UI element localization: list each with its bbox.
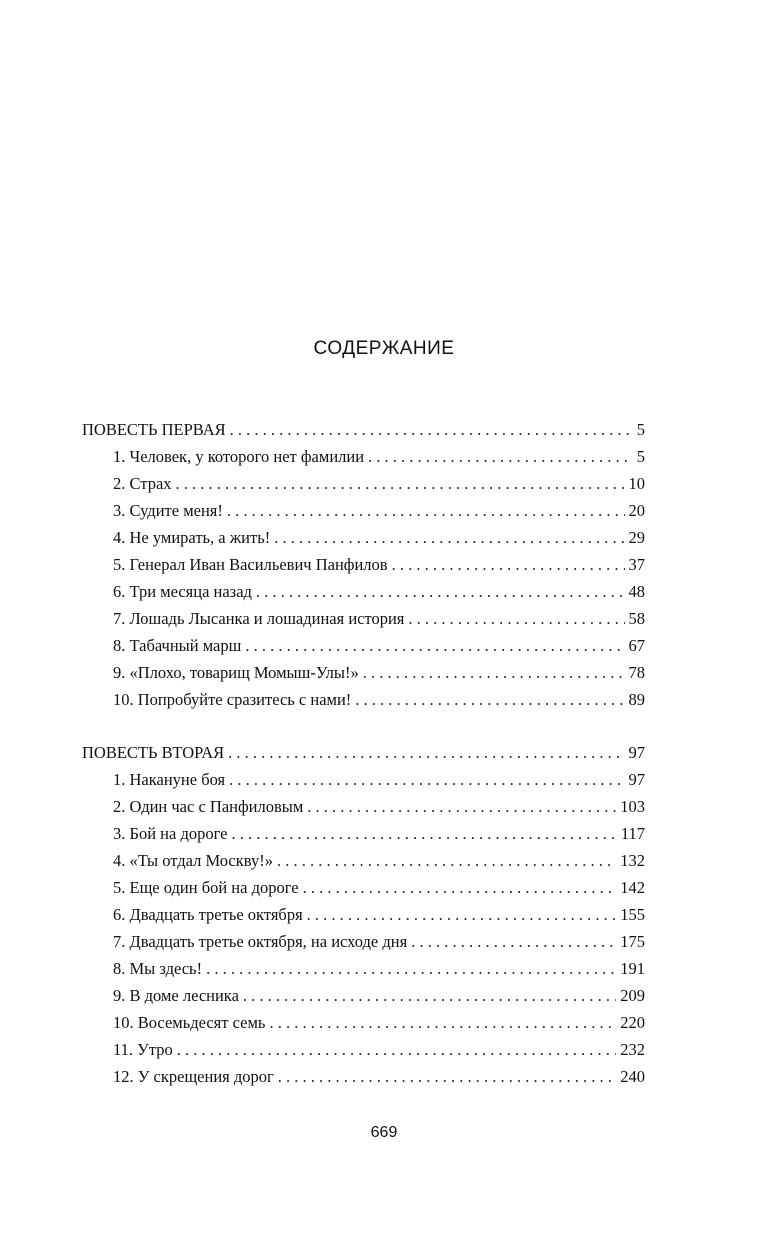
toc-entry[interactable] xyxy=(82,578,645,605)
toc-page-number: 48 xyxy=(628,582,645,601)
toc-entry-label: 10. Попробуйте сразитесь с нами! xyxy=(113,690,352,709)
toc-page-number: 58 xyxy=(628,609,645,628)
table-of-contents xyxy=(82,416,645,1090)
dot-leader xyxy=(408,605,624,632)
toc-entry-label: 10. Восемьдесят семь xyxy=(113,1013,266,1032)
toc-entry[interactable] xyxy=(82,1063,645,1090)
toc-entry[interactable] xyxy=(82,551,645,578)
dot-leader xyxy=(177,1036,617,1063)
toc-page-number: 10 xyxy=(628,474,645,493)
toc-entry[interactable] xyxy=(82,659,645,686)
dot-leader xyxy=(411,928,616,955)
dot-leader xyxy=(231,820,616,847)
toc-page-number: 5 xyxy=(636,447,645,466)
toc-entry-label: 7. Лошадь Лысанка и лошадиная история xyxy=(113,609,405,628)
dot-leader xyxy=(229,766,624,793)
toc-part-label: ПОВЕСТЬ ВТОРАЯ xyxy=(82,743,225,762)
toc-page-number: 117 xyxy=(620,824,645,843)
toc-page-number: 220 xyxy=(620,1013,645,1032)
page-title: СОДЕРЖАНИЕ xyxy=(313,338,455,359)
toc-page-number: 67 xyxy=(628,636,645,655)
toc-entry-label: 5. Еще один бой на дороге xyxy=(113,878,299,897)
toc-entry[interactable] xyxy=(82,1036,645,1063)
toc-entry[interactable] xyxy=(82,928,645,955)
dot-leader xyxy=(278,1063,616,1090)
toc-entry-label: 6. Три месяца назад xyxy=(113,582,252,601)
toc-entry[interactable] xyxy=(82,820,645,847)
dot-leader xyxy=(363,659,625,686)
dot-leader xyxy=(355,686,624,713)
toc-entry[interactable] xyxy=(82,847,645,874)
toc-entry-label: 1. Человек, у которого нет фамилии xyxy=(113,447,365,466)
toc-entry-label: 2. Страх xyxy=(113,474,172,493)
dot-leader xyxy=(392,551,625,578)
toc-page-number: 37 xyxy=(628,555,645,574)
toc-entry[interactable] xyxy=(82,793,645,820)
toc-part-1[interactable] xyxy=(82,416,645,443)
dot-leader xyxy=(269,1009,616,1036)
toc-page-number: 142 xyxy=(620,878,645,897)
toc-page-number: 29 xyxy=(628,528,645,547)
toc-entry[interactable] xyxy=(82,901,645,928)
dot-leader xyxy=(274,524,624,551)
toc-entry-label: 4. «Ты отдал Москву!» xyxy=(113,851,273,870)
toc-page-number: 240 xyxy=(620,1067,645,1086)
toc-entry[interactable] xyxy=(82,524,645,551)
dot-leader xyxy=(303,874,617,901)
dot-leader xyxy=(307,901,617,928)
toc-entry-label: 6. Двадцать третье октября xyxy=(113,905,303,924)
toc-entry[interactable] xyxy=(82,443,645,470)
toc-page-number: 5 xyxy=(636,420,645,439)
toc-entry-label: 8. Мы здесь! xyxy=(113,959,203,978)
toc-page-number: 78 xyxy=(628,663,645,682)
toc-page-number: 20 xyxy=(628,501,645,520)
toc-entry[interactable] xyxy=(82,955,645,982)
dot-leader xyxy=(228,739,624,766)
toc-entry[interactable] xyxy=(82,632,645,659)
toc-entry-label: 9. В доме лесника xyxy=(113,986,239,1005)
toc-entry[interactable] xyxy=(82,1009,645,1036)
dot-leader xyxy=(277,847,616,874)
toc-entry[interactable] xyxy=(82,497,645,524)
toc-entry-label: 1. Накануне боя xyxy=(113,770,226,789)
toc-entry-label: 3. Бой на дороге xyxy=(113,824,228,843)
toc-page-number: 155 xyxy=(620,905,645,924)
toc-entry-label: 2. Один час с Панфиловым xyxy=(113,797,304,816)
toc-entry-label: 9. «Плохо, товарищ Момыш-Улы!» xyxy=(113,663,359,682)
toc-page-number: 89 xyxy=(628,690,645,709)
toc-page-number: 132 xyxy=(620,851,645,870)
dot-leader xyxy=(243,982,616,1009)
dot-leader xyxy=(307,793,616,820)
dot-leader xyxy=(206,955,616,982)
toc-page-number: 209 xyxy=(620,986,645,1005)
toc-entry-label: 5. Генерал Иван Васильевич Панфилов xyxy=(113,555,388,574)
toc-entry[interactable] xyxy=(82,470,645,497)
dot-leader xyxy=(245,632,624,659)
dot-leader xyxy=(227,497,625,524)
toc-page-number: 175 xyxy=(620,932,645,951)
toc-entry[interactable] xyxy=(82,874,645,901)
dot-leader xyxy=(230,416,633,443)
toc-entry-label: 11. Утро xyxy=(113,1040,173,1059)
toc-entry[interactable] xyxy=(82,605,645,632)
toc-part-2[interactable] xyxy=(82,739,645,766)
toc-entry-label: 7. Двадцать третье октября, на исходе дня xyxy=(113,932,408,951)
toc-part-label: ПОВЕСТЬ ПЕРВАЯ xyxy=(82,420,226,439)
toc-entry-label: 8. Табачный марш xyxy=(113,636,242,655)
toc-entry-label: 4. Не умирать, а жить! xyxy=(113,528,271,547)
toc-page-number: 97 xyxy=(628,743,645,762)
toc-page-number: 103 xyxy=(620,797,645,816)
toc-page-number: 232 xyxy=(620,1040,645,1059)
toc-page-number: 97 xyxy=(628,770,645,789)
section-gap xyxy=(82,713,645,739)
page-number: 669 xyxy=(370,1124,398,1141)
dot-leader xyxy=(256,578,625,605)
toc-entry[interactable] xyxy=(82,686,645,713)
toc-entry-label: 3. Судите меня! xyxy=(113,501,223,520)
toc-page-number: 191 xyxy=(620,959,645,978)
dot-leader xyxy=(368,443,633,470)
dot-leader xyxy=(176,470,625,497)
toc-entry-label: 12. У скрещения дорог xyxy=(113,1067,274,1086)
toc-entry[interactable] xyxy=(82,982,645,1009)
toc-entry[interactable] xyxy=(82,766,645,793)
